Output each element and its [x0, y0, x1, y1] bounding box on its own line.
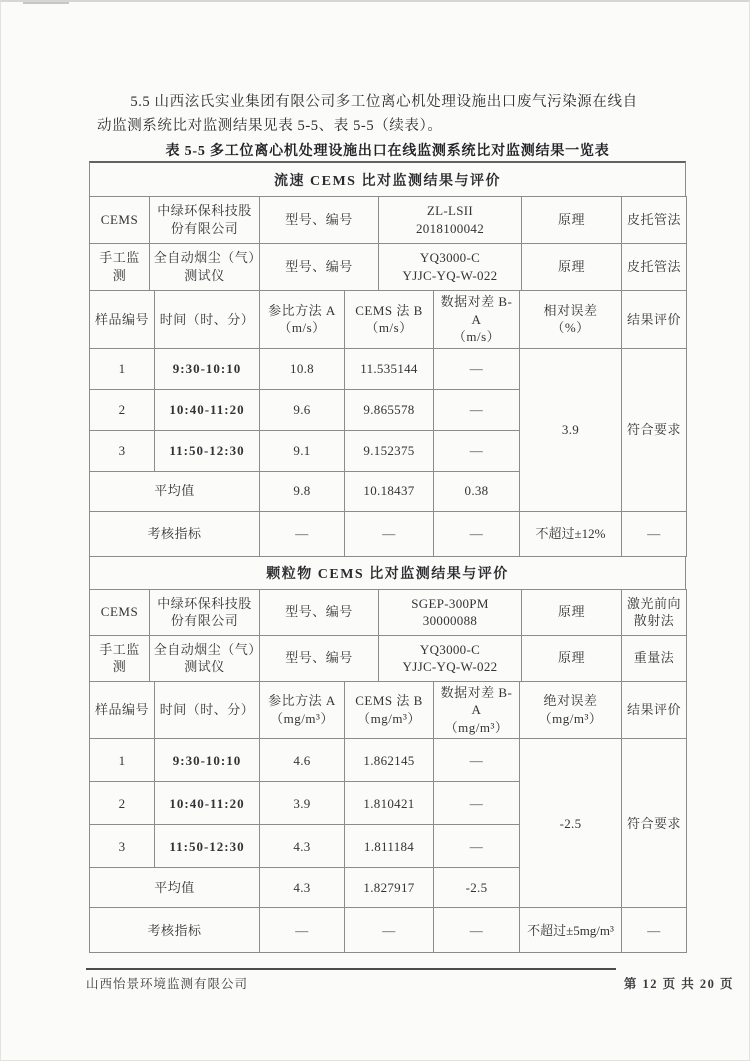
average-b-cell: 10.18437 — [345, 471, 434, 511]
average-diff-cell: -2.5 — [434, 868, 520, 908]
header-method-a: 参比方法 A （m/s） — [260, 291, 345, 349]
cems-b-cell: 9.152375 — [345, 430, 434, 471]
sample-no-cell: 3 — [90, 430, 155, 471]
assessment-b-cell: — — [345, 908, 434, 953]
header-error: 相对误差 （%） — [520, 291, 622, 349]
table-title: 表 5-5 多工位离心机处理设施出口在线监测系统比对监测结果一览表 — [165, 144, 610, 159]
header-time: 时间（时、分） — [155, 681, 260, 739]
time-cell: 9:30-10:10 — [155, 348, 260, 389]
assessment-diff-cell: — — [434, 511, 520, 556]
sample-no-cell: 1 — [90, 739, 155, 782]
page-content — [89, 2, 686, 953]
sample-no-cell: 1 — [90, 348, 155, 389]
model-line2: YJJC-YQ-W-022 — [402, 268, 498, 283]
cems-b-cell: 1.862145 — [345, 739, 434, 782]
model-line2: 2018100042 — [416, 221, 484, 236]
cems-b-cell: 1.811184 — [345, 825, 434, 868]
equip-device-cell: 中绿环保科技股份有限公司 — [150, 197, 260, 244]
header-diff: 数据对差 B-A （mg/m³） — [434, 681, 520, 739]
footer-page-number: 第 12 页 共 20 页 — [623, 977, 734, 991]
cems-b-cell: 11.535144 — [345, 348, 434, 389]
principle-label-cell: 原理 — [522, 244, 622, 291]
table-row — [90, 739, 687, 782]
average-b-cell: 1.827917 — [345, 868, 434, 908]
assessment-limit-cell: 不超过±5mg/m³ — [520, 908, 622, 953]
sample-no-cell: 2 — [90, 782, 155, 825]
header-cems-b: CEMS 法 B （mg/m³） — [345, 681, 434, 739]
section-title-particulate: 颗粒物 CEMS 比对监测结果与评价 — [89, 556, 686, 590]
intro-line-1: 5.5 山西泫氏实业集团有限公司多工位离心机处理设施出口废气污染源在线自 — [130, 94, 638, 110]
footer-company-name: 山西怡景环境监测有限公司 — [86, 977, 249, 991]
principle-label-cell: 原理 — [522, 635, 622, 681]
average-label-cell: 平均值 — [90, 471, 260, 511]
principle-value-cell: 重量法 — [622, 635, 687, 681]
assessment-result-cell: — — [622, 908, 687, 953]
equip-type-cell: 手工监测 — [90, 635, 150, 681]
footer-divider — [86, 968, 616, 970]
average-label-cell: 平均值 — [90, 868, 260, 908]
header-result: 结果评价 — [622, 291, 687, 349]
principle-label-cell: 原理 — [522, 197, 622, 244]
model-value-cell — [379, 635, 522, 681]
diff-cell: — — [434, 348, 520, 389]
model-line1: ZL-LSII — [426, 203, 474, 219]
equip-device-cell: 中绿环保科技股份有限公司 — [150, 589, 260, 635]
intro-line-2: 动监测系统比对监测结果见表 5-5、表 5-5（续表）。 — [97, 118, 443, 134]
principle-value-cell: 皮托管法 — [622, 197, 687, 244]
equipment-row — [90, 197, 687, 244]
principle-label-cell: 原理 — [522, 589, 622, 635]
header-diff: 数据对差 B-A （m/s） — [434, 291, 520, 349]
assessment-label-cell: 考核指标 — [90, 511, 260, 556]
assessment-b-cell: — — [345, 511, 434, 556]
header-method-a: 参比方法 A （mg/m³） — [260, 681, 345, 739]
equip-type-cell: 手工监测 — [90, 244, 150, 291]
model-line2: 30000088 — [422, 613, 478, 629]
header-time: 时间（时、分） — [155, 291, 260, 349]
principle-value-cell: 激光前向散射法 — [622, 589, 687, 635]
method-a-cell: 3.9 — [260, 782, 345, 825]
velocity-equipment-table — [89, 196, 687, 291]
assessment-a-cell: — — [260, 511, 345, 556]
model-value-cell — [379, 244, 522, 291]
equip-device-cell: 全自动烟尘（气）测试仪 — [150, 635, 260, 681]
model-label-cell: 型号、编号 — [260, 635, 379, 681]
model-line1: YQ3000-C — [419, 250, 481, 266]
diff-cell: — — [434, 430, 520, 471]
assessment-result-cell: — — [622, 511, 687, 556]
model-value-cell — [379, 197, 522, 244]
sample-no-cell: 2 — [90, 389, 155, 430]
diff-cell: — — [434, 739, 520, 782]
result-merged-cell: 符合要求 — [622, 739, 687, 908]
sample-no-cell: 3 — [90, 825, 155, 868]
model-label-cell: 型号、编号 — [260, 244, 379, 291]
cems-b-cell: 1.810421 — [345, 782, 434, 825]
equip-device-cell: 全自动烟尘（气）测试仪 — [150, 244, 260, 291]
cems-b-cell: 9.865578 — [345, 389, 434, 430]
diff-cell: — — [434, 782, 520, 825]
header-sample-no: 样品编号 — [90, 681, 155, 739]
time-cell: 10:40-11:20 — [155, 389, 260, 430]
page-footer — [86, 968, 736, 992]
particulate-equipment-table — [89, 589, 687, 682]
header-result: 结果评价 — [622, 681, 687, 739]
method-a-cell: 9.6 — [260, 389, 345, 430]
relative-error-merged-cell: 3.9 — [520, 348, 622, 511]
time-cell: 11:50-12:30 — [155, 430, 260, 471]
intro-paragraph — [97, 2, 698, 138]
method-a-cell: 10.8 — [260, 348, 345, 389]
model-line1: YQ3000-C — [419, 641, 481, 657]
diff-cell: — — [434, 825, 520, 868]
principle-value-cell: 皮托管法 — [622, 244, 687, 291]
average-a-cell: 4.3 — [260, 868, 345, 908]
diff-cell: — — [434, 389, 520, 430]
header-error: 绝对误差 （mg/m³） — [520, 681, 622, 739]
time-cell: 11:50-12:30 — [155, 825, 260, 868]
method-a-cell: 9.1 — [260, 430, 345, 471]
average-diff-cell: 0.38 — [434, 471, 520, 511]
time-cell: 10:40-11:20 — [155, 782, 260, 825]
scan-artifact — [23, 2, 69, 4]
time-cell: 9:30-10:10 — [155, 739, 260, 782]
model-line2: YJJC-YQ-W-022 — [402, 659, 498, 675]
equipment-row — [90, 589, 687, 635]
assessment-a-cell: — — [260, 908, 345, 953]
assessment-row — [90, 511, 687, 556]
method-a-cell: 4.3 — [260, 825, 345, 868]
method-a-cell: 4.6 — [260, 739, 345, 782]
assessment-label-cell: 考核指标 — [90, 908, 260, 953]
assessment-row — [90, 908, 687, 953]
absolute-error-merged-cell: -2.5 — [520, 739, 622, 908]
average-a-cell: 9.8 — [260, 471, 345, 511]
header-cems-b: CEMS 法 B （m/s） — [345, 291, 434, 349]
model-label-cell: 型号、编号 — [260, 197, 379, 244]
particulate-data-table — [89, 681, 687, 954]
column-header-row — [90, 291, 687, 349]
equip-type-cell: CEMS — [90, 197, 150, 244]
velocity-data-table — [89, 290, 687, 557]
model-label-cell: 型号、编号 — [260, 589, 379, 635]
section-title-velocity: 流速 CEMS 比对监测结果与评价 — [89, 161, 686, 197]
column-header-row — [90, 681, 687, 739]
table-row — [90, 348, 687, 389]
model-value-cell — [379, 589, 522, 635]
header-sample-no: 样品编号 — [90, 291, 155, 349]
model-line1: SGEP-300PM — [411, 595, 489, 611]
equip-type-cell: CEMS — [90, 589, 150, 635]
assessment-diff-cell: — — [434, 908, 520, 953]
equipment-row — [90, 244, 687, 291]
equipment-row — [90, 635, 687, 681]
result-merged-cell: 符合要求 — [622, 348, 687, 511]
assessment-limit-cell: 不超过±12% — [520, 511, 622, 556]
